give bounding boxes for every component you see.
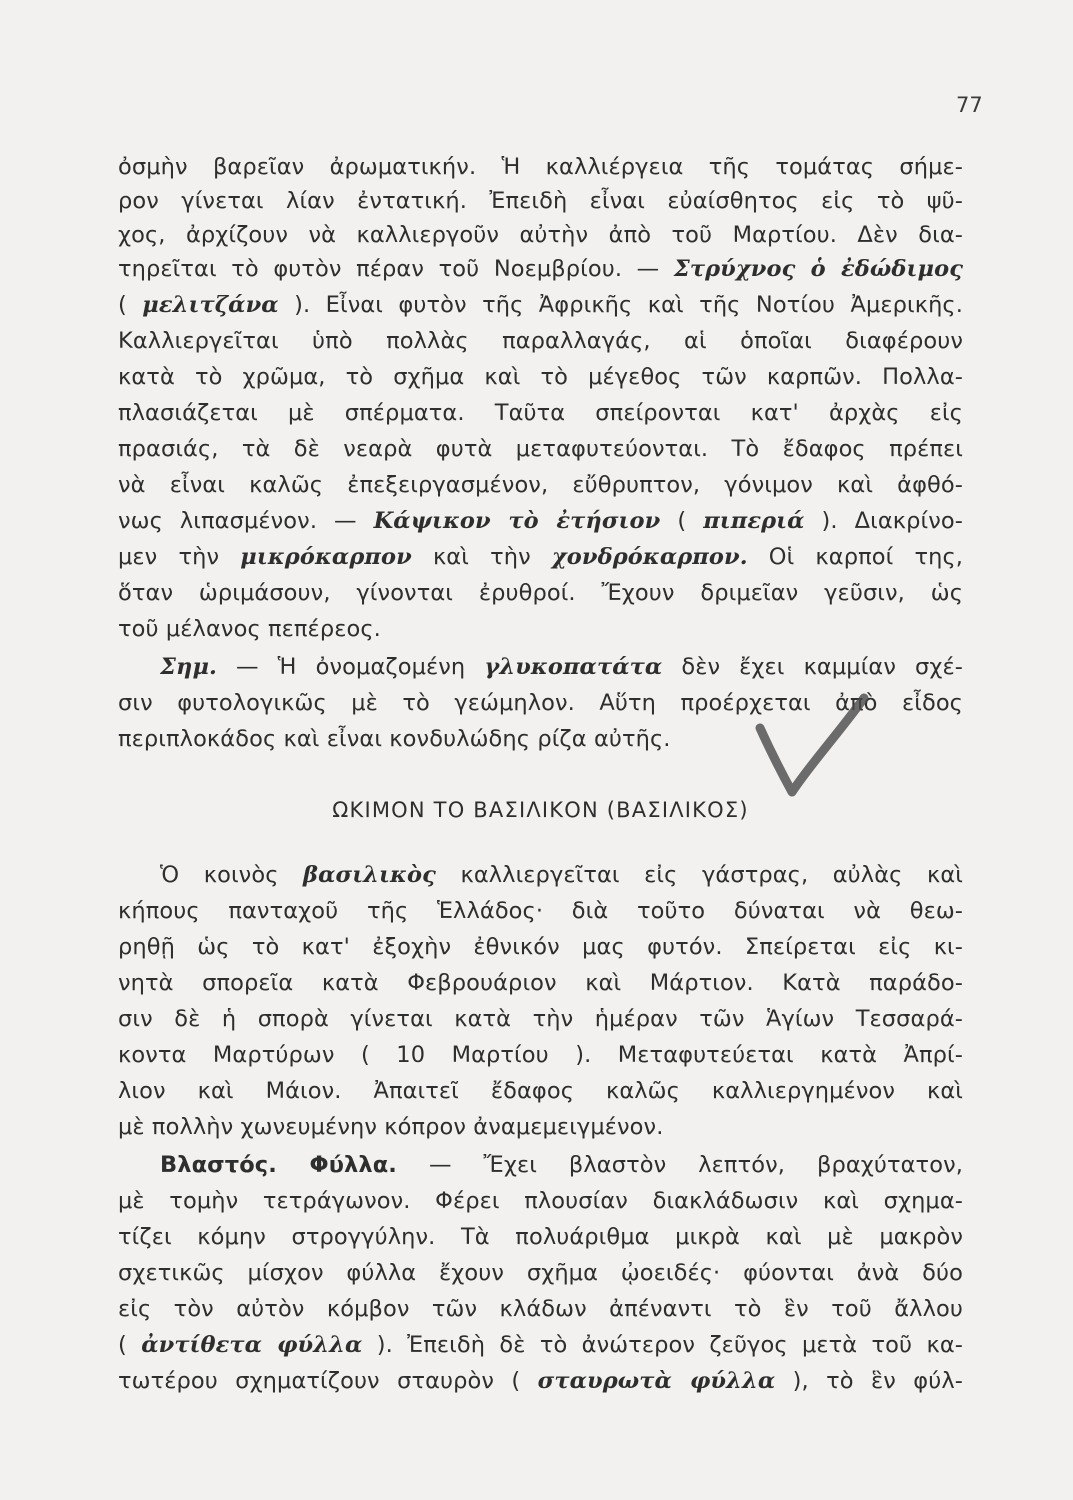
subheading: Βλαστός. Φύλλα. xyxy=(160,1152,397,1178)
text-run: τηρεῖται τὸ φυτὸν πέραν τοῦ Νοεμβρίου. — xyxy=(118,256,674,282)
text-run: Οἱ καρποί της, xyxy=(747,544,963,570)
page-number: 77 xyxy=(956,93,983,117)
common-name: μελιτζάνα xyxy=(142,292,279,318)
note-line xyxy=(160,650,963,684)
text-run: ). Ἐπειδὴ δὲ τὸ ἀνώτερον ζεῦγος μετὰ τοῦ κα- xyxy=(362,1332,963,1358)
text-line: κατὰ τὸ χρῶμα, τὸ σχῆμα καὶ τὸ μέγεθος τῶν καρπῶν. Πολλα- xyxy=(118,364,963,390)
text-line: πλασιάζεται μὲ σπέρματα. Ταῦτα σπείρονται κατ' ἀρχὰς εἰς xyxy=(118,400,963,426)
variety-name: μικρόκαρπον xyxy=(240,544,412,570)
text-line: σιν δὲ ἡ σπορὰ γίνεται κατὰ τὴν ἡμέραν τῶν Ἁγίων Τεσσαρά- xyxy=(118,1006,963,1032)
text-line: νητὰ σπορεῖα κατὰ Φεβρουάριον καὶ Μάρτιον. Κατὰ παράδο- xyxy=(118,970,963,996)
text-line: ὀσμὴν βαρεῖαν ἀρωματικήν. Ἡ καλλιέργεια τῆς τομάτας σήμε- xyxy=(118,154,963,180)
handwritten-check-mark xyxy=(752,690,872,810)
text-line: Καλλιεργεῖται ὑπὸ πολλὰς παραλλαγάς, αἱ ὁποῖαι διαφέρουν xyxy=(118,328,963,354)
text-run: — Ἡ ὀνομαζομένη xyxy=(216,654,485,680)
section-heading: ΩΚΙΜΟΝ ΤΟ ΒΑΣΙΛΙΚΟΝ (ΒΑΣΙΛΙΚΟΣ) xyxy=(332,798,749,822)
note-line: σιν φυτολογικῶς μὲ τὸ γεώμηλον. Αὕτη προέρχεται ἀπὸ εἶδος xyxy=(118,690,963,716)
text-line: τοῦ μέλανος πεπέρεος. xyxy=(118,616,381,642)
text-run: ). Διακρίνο- xyxy=(804,508,963,534)
text-run: τωτέρου σχηματίζουν σταυρὸν ( xyxy=(118,1368,538,1394)
text-line xyxy=(118,1364,963,1398)
text-line: τίζει κόμην στρογγύλην. Τὰ πολυάριθμα μικρὰ καὶ μὲ μακρὸν xyxy=(118,1224,963,1250)
text-line xyxy=(118,1328,963,1362)
text-line xyxy=(118,504,963,538)
text-line xyxy=(118,252,963,286)
text-run: καλλιεργεῖται εἰς γάστρας, αὐλὰς καὶ xyxy=(435,862,963,888)
text-line: χος, ἀρχίζουν νὰ καλλιεργοῦν αὐτὴν ἀπὸ τοῦ Μαρτίου. Δὲν δια- xyxy=(118,222,963,248)
text-run: ), τὸ ἓν φύλ- xyxy=(775,1368,963,1394)
text-line: νὰ εἶναι καλῶς ἐπεξειργασμένον, εὔθρυπτον, γόνιμον καὶ ἀφθό- xyxy=(118,472,963,498)
text-line: ρον γίνεται λίαν ἐντατική. Ἐπειδὴ εἶναι εὐαίσθητος εἰς τὸ ψῦ- xyxy=(118,188,963,214)
text-line: μὲ τομὴν τετράγωνον. Φέρει πλουσίαν διακλάδωσιν καὶ σχημα- xyxy=(118,1188,963,1214)
text-run: νως λιπασμένον. — xyxy=(118,508,374,534)
text-line: κήπους πανταχοῦ τῆς Ἑλλάδος· διὰ τοῦτο δύναται νὰ θεω- xyxy=(118,898,963,924)
text-run: — Ἔχει βλαστὸν λεπτόν, βραχύτατον, xyxy=(396,1152,963,1178)
text-line: λιον καὶ Μάιον. Ἀπαιτεῖ ἔδαφος καλῶς καλλιεργημένον καὶ xyxy=(118,1078,963,1104)
text-line xyxy=(160,858,963,892)
text-line: κοντα Μαρτύρων ( 10 Μαρτίου ). Μεταφυτεύεται κατὰ Ἀπρί- xyxy=(118,1042,963,1068)
latin-name: Κάψικον τὸ ἐτήσιον xyxy=(373,508,661,534)
text-run: Ὁ κοινὸς xyxy=(160,862,304,888)
text-line xyxy=(160,1148,963,1182)
text-line: ὅταν ὡριμάσουν, γίνονται ἐρυθροί. Ἔχουν δριμεῖαν γεῦσιν, ὡς xyxy=(118,580,963,606)
variety-name: χονδρόκαρπον. xyxy=(551,544,748,570)
common-name: πιπεριά xyxy=(703,508,805,534)
plant-name: βασιλικὸς xyxy=(303,862,436,888)
text-run: ( xyxy=(118,1332,142,1358)
term: σταυρωτὰ φύλλα xyxy=(537,1368,776,1394)
text-line xyxy=(118,288,963,322)
latin-name: Στρύχνος ὁ ἐδώδιμος xyxy=(673,256,963,282)
text-line: ρηθῇ ὡς τὸ κατ' ἐξοχὴν ἐθνικόν μας φυτόν. Σπείρεται εἰς κι- xyxy=(118,934,963,960)
note-line: περιπλοκάδος καὶ εἶναι κονδυλώδης ρίζα αὐτῆς. xyxy=(118,726,671,752)
text-run: καὶ τὴν xyxy=(411,544,552,570)
note-label: Σημ. xyxy=(160,654,217,680)
term: ἀντίθετα φύλλα xyxy=(141,1332,363,1358)
plant-name: γλυκοπατάτα xyxy=(484,654,663,680)
text-line: εἰς τὸν αὐτὸν κόμβον τῶν κλάδων ἀπέναντι τὸ ἓν τοῦ ἄλλου xyxy=(118,1296,963,1322)
text-line: σχετικῶς μίσχον φύλλα ἔχουν σχῆμα ᾠοειδές· φύονται ἀνὰ δύο xyxy=(118,1260,963,1286)
text-line xyxy=(118,540,963,574)
text-run: μεν τὴν xyxy=(118,544,241,570)
text-run: ( xyxy=(118,292,143,318)
text-line: πρασιάς, τὰ δὲ νεαρὰ φυτὰ μεταφυτεύονται. Τὸ ἔδαφος πρέπει xyxy=(118,436,963,462)
text-run: δὲν ἔχει καμμίαν σχέ- xyxy=(662,654,963,680)
text-line: μὲ πολλὴν χωνευμένην κόπρον ἀναμεμειγμένον. xyxy=(118,1114,664,1140)
text-run: ). Εἶναι φυτὸν τῆς Ἀφρικῆς καὶ τῆς Νοτίου Ἀμερικῆς. xyxy=(278,292,963,318)
text-run: ( xyxy=(660,508,704,534)
